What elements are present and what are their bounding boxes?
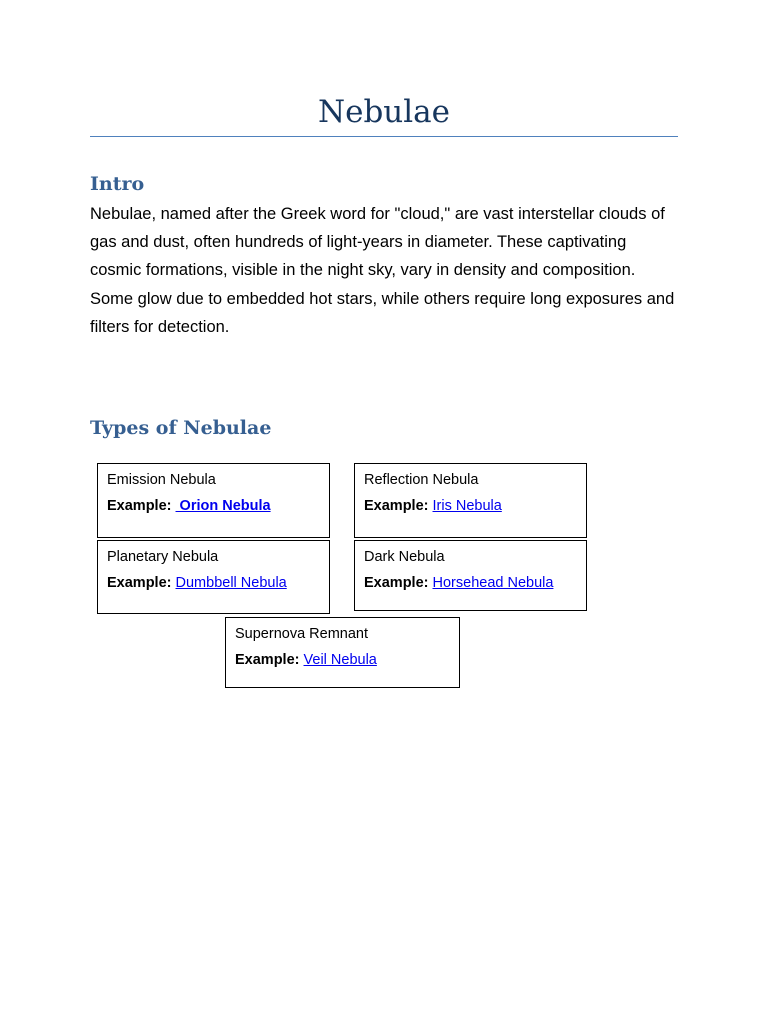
- intro-heading: Intro: [90, 173, 145, 195]
- nebula-type-name: Planetary Nebula: [107, 549, 219, 565]
- nebula-type-name: Dark Nebula: [364, 549, 445, 565]
- title-underline: [90, 136, 678, 137]
- example-link-veil-nebula[interactable]: Veil Nebula: [303, 652, 377, 668]
- example-link-iris-nebula[interactable]: Iris Nebula: [432, 498, 502, 514]
- document-title: Nebulae: [317, 94, 451, 130]
- example-label: Example:: [107, 575, 172, 591]
- nebula-card-emission: [97, 463, 330, 538]
- nebula-type-name: Reflection Nebula: [364, 472, 479, 488]
- nebula-type-name: Supernova Remnant: [235, 626, 368, 642]
- nebula-example: [107, 574, 287, 592]
- nebula-card-supernova-remnant: [225, 617, 460, 688]
- nebula-example: [364, 497, 502, 515]
- nebula-example: [364, 574, 553, 592]
- example-link-dumbbell-nebula[interactable]: Dumbbell Nebula: [175, 575, 287, 591]
- example-link-horsehead-nebula[interactable]: Horsehead Nebula: [432, 575, 554, 591]
- example-label: Example:: [235, 652, 300, 668]
- example-label: Example:: [364, 575, 429, 591]
- nebula-example: [235, 651, 377, 669]
- nebula-card-dark: [354, 540, 587, 611]
- example-link-orion-nebula[interactable]: Orion Nebula: [175, 498, 271, 514]
- example-label: Example:: [107, 498, 172, 514]
- types-heading: Types of Nebulae: [90, 417, 272, 439]
- example-label: Example:: [364, 498, 429, 514]
- intro-paragraph: Nebulae, named after the Greek word for "cloud," are vast interstellar clouds of gas and dust, often hundreds of light-years in diameter. These captivating cosmic formations, visible in the night sky, vary in density and composition. Some glow due to embedded hot stars, while others require long exposures and filters for detection.: [90, 205, 675, 336]
- nebula-card-reflection: [354, 463, 587, 538]
- nebula-card-planetary: [97, 540, 330, 614]
- nebula-type-name: Emission Nebula: [107, 472, 216, 488]
- nebula-example: [107, 497, 271, 515]
